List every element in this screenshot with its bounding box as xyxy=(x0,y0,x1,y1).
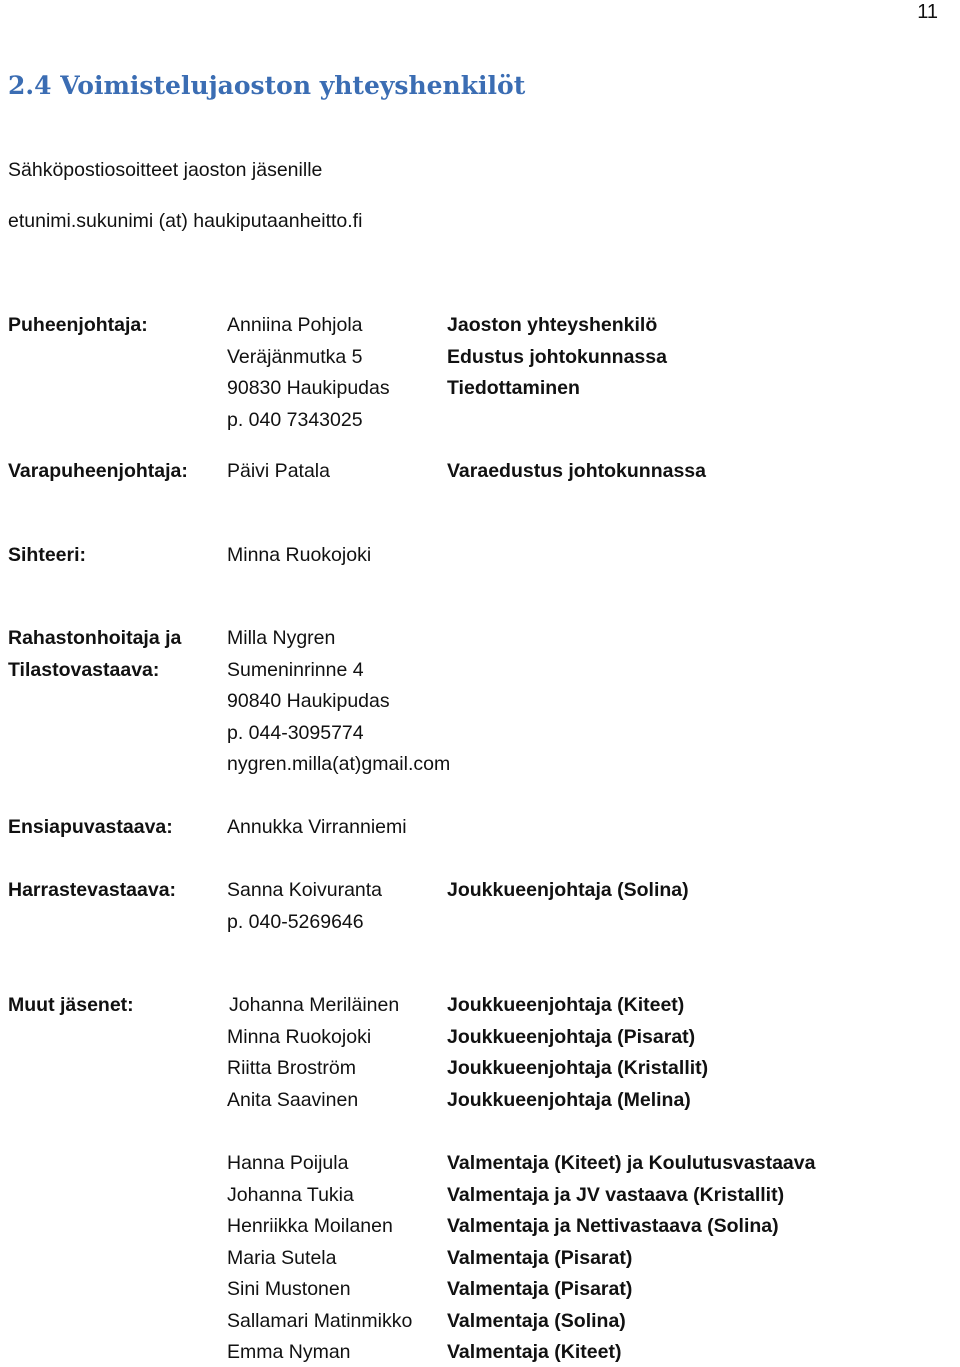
hobby-role: Joukkueenjohtaja (Solina) xyxy=(447,879,689,901)
coach-name: Maria Sutela xyxy=(227,1247,337,1269)
section-heading: 2.4 Voimistelujaoston yhteyshenkilöt xyxy=(8,71,526,100)
member-name: Minna Ruokojoki xyxy=(227,1026,372,1048)
secretary-name: Minna Ruokojoki xyxy=(227,544,372,566)
hobby-phone: p. 040-5269646 xyxy=(227,911,364,933)
coach-role: Valmentaja ja Nettivastaava (Solina) xyxy=(447,1215,779,1237)
coach-name: Emma Nyman xyxy=(227,1341,351,1363)
chair-phone: p. 040 7343025 xyxy=(227,409,363,431)
coach-role: Valmentaja (Solina) xyxy=(447,1310,626,1332)
member-name: Riitta Broström xyxy=(227,1057,356,1079)
member-role: Joukkueenjohtaja (Kiteet) xyxy=(447,994,685,1016)
vice-chair-label: Varapuheenjohtaja: xyxy=(8,460,188,482)
coach-name: Johanna Tukia xyxy=(227,1184,354,1206)
coach-name: Henriikka Moilanen xyxy=(227,1215,393,1237)
coach-name: Sallamari Matinmikko xyxy=(227,1310,413,1332)
chair-role-3: Tiedottaminen xyxy=(447,377,580,399)
coach-name: Hanna Poijula xyxy=(227,1152,349,1174)
coach-name: Sini Mustonen xyxy=(227,1278,351,1300)
member-name: Anita Saavinen xyxy=(227,1089,359,1111)
chair-street: Veräjänmutka 5 xyxy=(227,346,363,368)
treasurer-label-line1: Rahastonhoitaja ja xyxy=(8,627,182,649)
email-format: etunimi.sukunimi (at) haukiputaanheitto.fi xyxy=(8,210,363,232)
chair-city: 90830 Haukipudas xyxy=(227,377,390,399)
treasurer-name: Milla Nygren xyxy=(227,627,336,649)
coach-role: Valmentaja (Pisarat) xyxy=(447,1247,633,1269)
coach-role: Valmentaja (Kiteet) xyxy=(447,1341,622,1363)
member-role: Joukkueenjohtaja (Melina) xyxy=(447,1089,691,1111)
treasurer-label-line2: Tilastovastaava: xyxy=(8,659,160,681)
coach-role: Valmentaja (Kiteet) ja Koulutusvastaava xyxy=(447,1152,816,1174)
first-aid-label: Ensiapuvastaava: xyxy=(8,816,173,838)
vice-chair-role: Varaedustus johtokunnassa xyxy=(447,460,706,482)
first-aid-name: Annukka Virranniemi xyxy=(227,816,407,838)
email-intro: Sähköpostiosoitteet jaoston jäsenille xyxy=(8,159,323,181)
hobby-label: Harrastevastaava: xyxy=(8,879,177,901)
vice-chair-name: Päivi Patala xyxy=(227,460,330,482)
chair-role-2: Edustus johtokunnassa xyxy=(447,346,667,368)
other-members-label: Muut jäsenet: xyxy=(8,994,134,1016)
chair-label: Puheenjohtaja: xyxy=(8,314,148,336)
member-name: Johanna Meriläinen xyxy=(229,994,400,1016)
treasurer-email: nygren.milla(at)gmail.com xyxy=(227,753,451,775)
coach-role: Valmentaja (Pisarat) xyxy=(447,1278,633,1300)
hobby-name: Sanna Koivuranta xyxy=(227,879,383,901)
chair-role-1: Jaoston yhteyshenkilö xyxy=(447,314,658,336)
coach-role: Valmentaja ja JV vastaava (Kristallit) xyxy=(447,1184,785,1206)
treasurer-street: Sumeninrinne 4 xyxy=(227,659,364,681)
secretary-label: Sihteeri: xyxy=(8,544,87,566)
treasurer-phone: p. 044-3095774 xyxy=(227,722,364,744)
member-role: Joukkueenjohtaja (Kristallit) xyxy=(447,1057,709,1079)
chair-name: Anniina Pohjola xyxy=(227,314,363,336)
member-role: Joukkueenjohtaja (Pisarat) xyxy=(447,1026,696,1048)
treasurer-city: 90840 Haukipudas xyxy=(227,690,390,712)
page-number: 11 xyxy=(917,1,938,23)
